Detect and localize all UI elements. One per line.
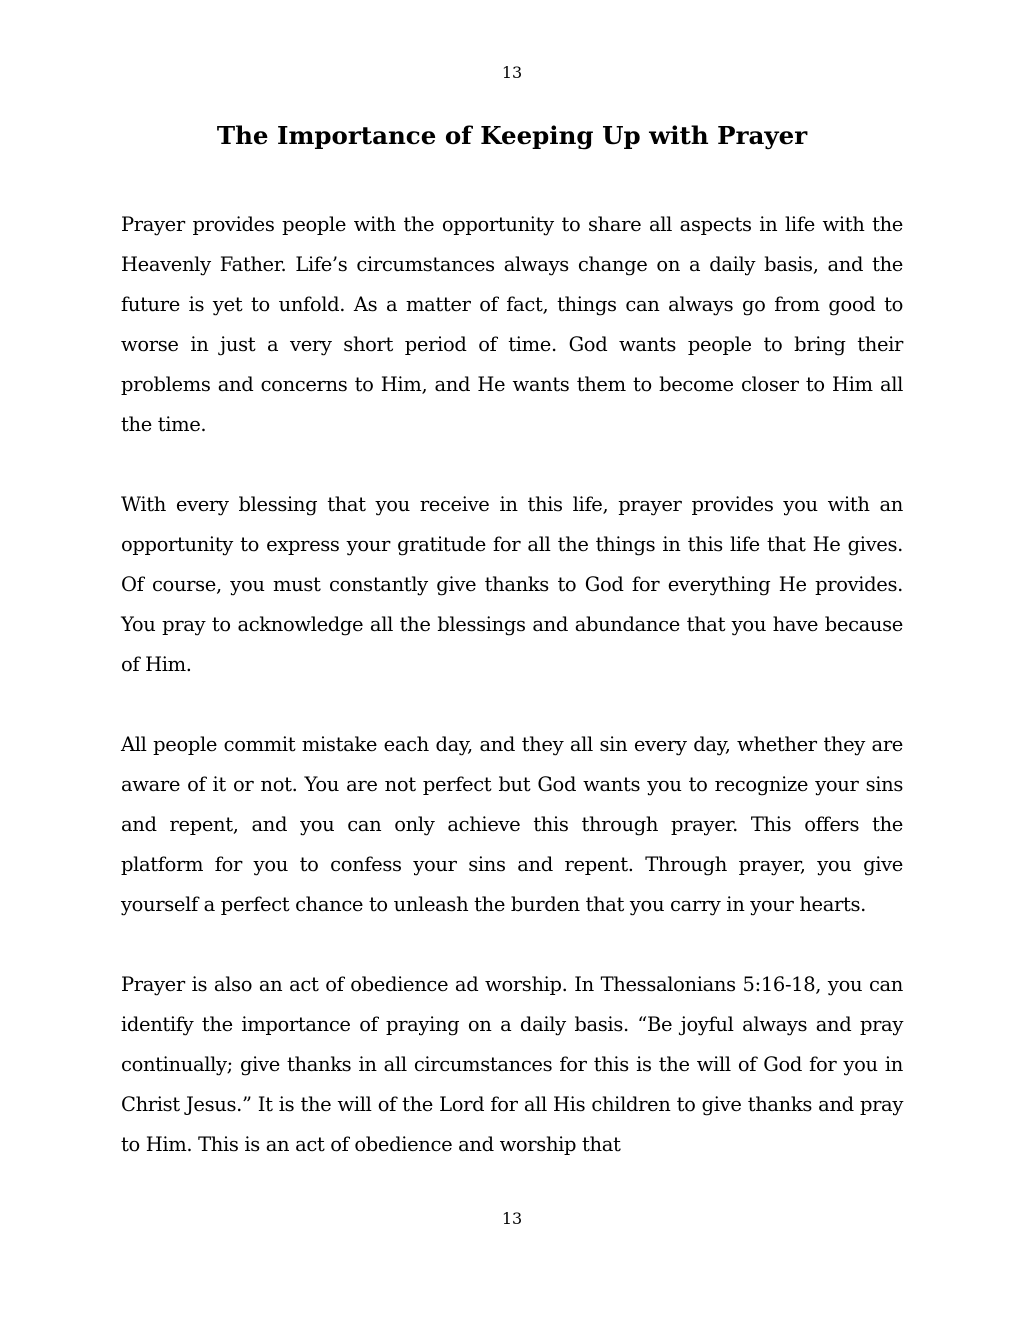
page-number-bottom: 13 xyxy=(501,1209,523,1228)
paragraph-1: Prayer provides people with the opportunity to share all aspects in life with the Heavenly Father. Life’s circumstances always change on a daily basis, and the future is yet to unfold. As a matter of fact, things can always go from good to worse in just a very short period of time. God wants people to bring their problems and concerns to Him, and He wants them to become closer to Him all the time. xyxy=(121,213,903,436)
paragraph-2: With every blessing that you receive in this life, prayer provides you with an opportunity to express your gratitude for all the things in this life that He gives. Of course, you must constantly give thanks to God for everything He provides. You pray to acknowledge all the blessings and abundance that you have because of Him. xyxy=(121,493,903,676)
paragraph-3: All people commit mistake each day, and they all sin every day, whether they are aware of it or not. You are not perfect but God wants you to recognize your sins and repent, and you can only achieve this through prayer. This offers the platform for you to confess your sins and repent. Through prayer, you give yourself a perfect chance to unleash the burden that you carry in your hearts. xyxy=(121,733,903,916)
body-text xyxy=(121,205,903,1205)
page-title: The Importance of Keeping Up with Prayer xyxy=(216,121,808,150)
page-number-top: 13 xyxy=(501,63,523,82)
paragraph-4: Prayer is also an act of obedience ad worship. In Thessalonians 5:16-18, you can identify the importance of praying on a daily basis. “Be joyful always and pray continually; give thanks in all circumstances for this is the will of God for you in Christ Jesus.” It is the will of the Lord for all His children to give thanks and pray to Him. This is an act of obedience and worship that xyxy=(121,973,903,1156)
